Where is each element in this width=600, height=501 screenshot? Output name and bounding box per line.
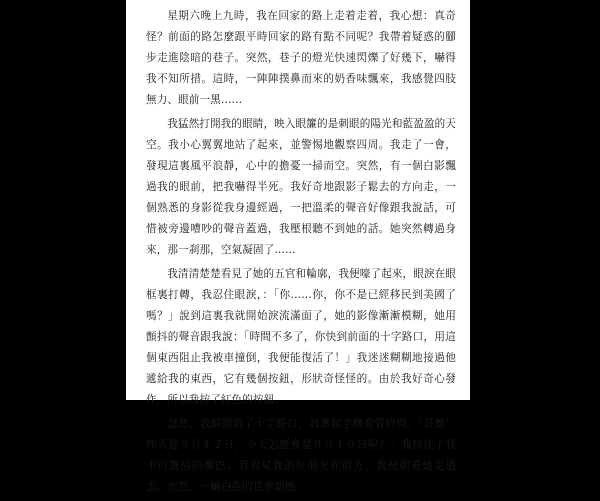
document-body (146, 6, 456, 501)
paragraph-4: 忽然，我瞬間到了十字路口，我拿起手機看看時間。「甚麼！昨天是９月１２日，今天怎麼會是９月１０日呢？」我按住了我不可置信的嘴巴。我看見我的好朋友在前方，我便朝着她走過去。突然，一輛白色的貨車朝她 (146, 418, 456, 493)
paragraph-3: 我清清楚楚看見了她的五官和輪廓，我便嚎了起來，眼淚在眼框裏打轉，我忍住眼淚，：「你……你，你不是已經移民到美國了嗎？」說到這裏我就開始淚流滿面了，她的影像漸漸模糊，她用顫抖的聲音跟我說：「時間不多了，你快到前面的十字路口，用這個東西阻止我被車撞倒，我便能復活了！」我迷迷糊糊地接過他遞給我的東西，它有幾個按鈕，形狀奇怪怪的。由於我好奇心發作，所以我按了紅色的按鈕。 (146, 268, 456, 406)
paragraph-2: 我猛然打開我的眼睛，映入眼簾的是刺眼的陽光和藍盈盈的天空。我小心翼翼地站了起來，並警惕地觀察四周。我走了一會，發現這裏風平浪靜，心中的擔憂一掃而空。突然，有一個白影飄過我的眼前，把我嚇得半死。我好奇地跟影子鬆去的方向走，一個熟悉的身影從我身邊經過，一把溫柔的聲音好像跟我說話，可惜被旁邊嘈吵的聲音蓋過，我壓根聽不到她的話。她突然轉過身來，那一刹那，空氣凝固了…… (146, 118, 456, 256)
paragraph-1: 星期六晚上九時，我在回家的路上走着走着，我心想：真奇怪？前面的路怎麼跟平時回家的路有點不同呢？我帶着疑惑的腳步走進陰暗的巷子。突然，巷子的燈光快速閃爍了好幾下，嚇得我不知所措。這時，一陣陣撲鼻而來的奶香味飄來，我感覺四肢無力、眼前一黑…… (146, 10, 456, 106)
document-page (126, 0, 470, 493)
